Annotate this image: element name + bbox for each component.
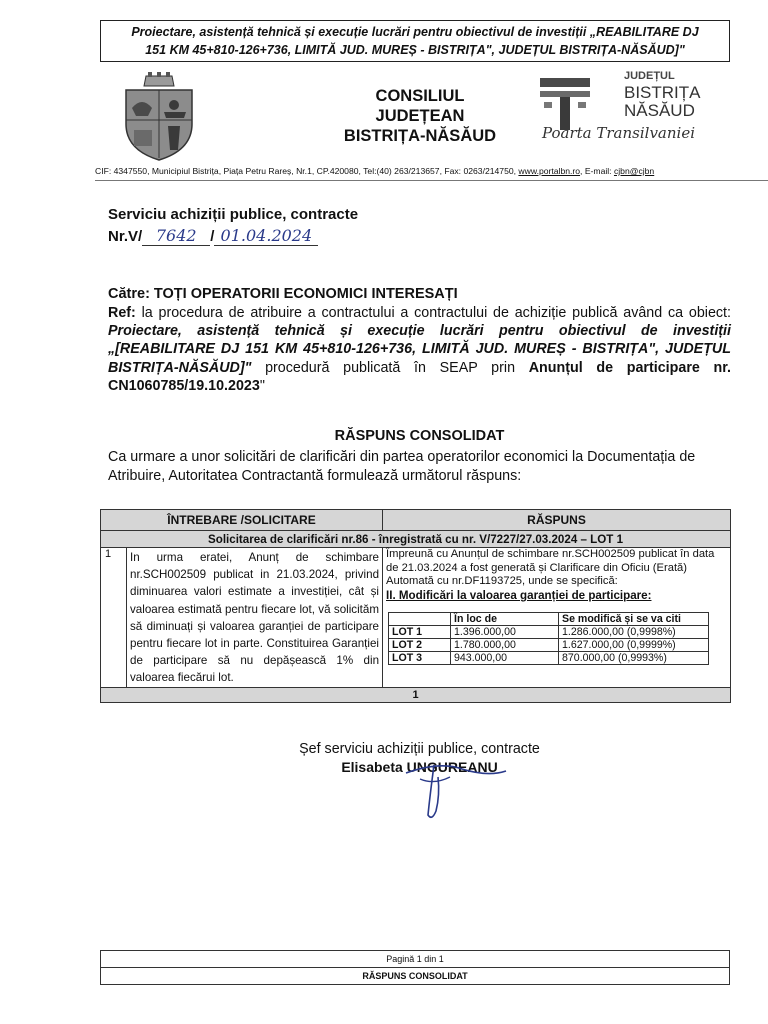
request-label: Solicitarea de clarificări nr.86 - înregistrată cu nr. V/7227/27.03.2024 – LOT 1 bbox=[101, 531, 731, 548]
table-footer-number: 1 bbox=[101, 687, 731, 702]
addressee: Către: TOȚI OPERATORII ECONOMICI INTERESAȚI bbox=[108, 286, 458, 302]
header-divider bbox=[95, 180, 768, 181]
lot-row bbox=[389, 652, 709, 665]
procurement-object: Proiectare, asistență tehnică și execuție lucrări pentru obiectivul de investiții „[REABILITARE DJ 151 KM 45+810-126+736, LIMITĂ JUD. MUREȘ - BISTRIȚA", JUDEȚUL BISTRIȚA-NĂSĂUD]" bbox=[108, 323, 731, 376]
table-header-row bbox=[101, 510, 731, 531]
logo-small-label: JUDEȚUL bbox=[624, 70, 675, 82]
logo-county-line2: NĂSĂUD bbox=[624, 101, 695, 120]
reference-paragraph: Ref: la procedura de atribuire a contractului a contractului de achiziție publică având ca obiect: Proiectare, asistență tehnică și execuție lucrări pentru obiectivul de investiții „[REABILITARE DJ 151 KM 45+810-126+736, LIMITĂ JUD. MUREȘ - BISTRIȚA", JUDEȚUL BISTRIȚA-NĂSĂUD]" procedură publicată în SEAP prin Anunțul de participare nr. CN1060785/19.10.2023" bbox=[108, 305, 731, 394]
email-link[interactable]: cjbn@cjbn bbox=[613, 166, 655, 176]
logo-county-line1: BISTRIȚA bbox=[624, 83, 701, 102]
answer-text: Împreună cu Anunțul de schimbare nr.SCH002509 publicat în data de 21.03.2024 a fost generată și Clarificare din Oficiu (Erată) Automată cu nr.DF1193725, unde se specifică: bbox=[386, 548, 715, 588]
website-link[interactable]: www.portalbn.ro bbox=[518, 166, 581, 176]
lot-old-value: 943.000,00 bbox=[451, 652, 559, 665]
answer-column-header: RĂSPUNS bbox=[383, 510, 731, 531]
participation-notice: Anunțul de participare nr. CN1060785/19.10.2023 bbox=[108, 359, 731, 394]
answer-heading: II. Modificări la valoarea garanției de participare: bbox=[386, 588, 652, 602]
lot-new-value: 1.286.000,00 (0,9998%) bbox=[559, 626, 709, 639]
signatory-name: Elisabeta UNGUREANU bbox=[341, 759, 498, 775]
county-logo bbox=[540, 70, 740, 160]
county-crest-icon bbox=[120, 72, 198, 162]
intro-paragraph: Ca urmare a unor solicitări de clarificări din partea operatorilor economici la Documentația de Atribuire, Autoritatea Contractantă formulează următorul răspuns: bbox=[108, 449, 696, 484]
table-row bbox=[101, 548, 731, 688]
page-footer bbox=[100, 950, 730, 985]
gate-logo-icon bbox=[540, 78, 590, 130]
answer-cell bbox=[383, 548, 731, 688]
clarification-table bbox=[100, 509, 731, 703]
lot-new-value: 1.627.000,00 (0,9999%) bbox=[559, 639, 709, 652]
logo-tagline: Poarta Transilvaniei bbox=[542, 124, 695, 142]
lot-new-value: 870.000,00 (0,9993%) bbox=[559, 652, 709, 665]
registration-number: Nr.V/ 7642 / 01.04.2024 bbox=[108, 226, 318, 246]
lot-label: LOT 3 bbox=[389, 652, 451, 665]
project-title-box bbox=[100, 20, 730, 62]
page-indicator: Pagină 1 din 1 bbox=[101, 951, 730, 968]
lot-label: LOT 2 bbox=[389, 639, 451, 652]
handwritten-signature bbox=[400, 755, 510, 825]
guarantee-table bbox=[388, 612, 709, 665]
contact-line: CIF: 4347550, Municipiul Bistrița, Piața Petru Rareș, Nr.1, CP.420080, Tel:(40) 263/213657, Fax: 0263/214750, www.portalbn.ro, E-mail: cjbn@cjbn bbox=[95, 166, 655, 176]
registration-date: 01.04.2024 bbox=[214, 226, 318, 246]
old-value-header: În loc de bbox=[451, 613, 559, 626]
lot-row bbox=[389, 639, 709, 652]
lot-old-value: 1.396.000,00 bbox=[451, 626, 559, 639]
request-row bbox=[101, 531, 731, 548]
question-column-header: ÎNTREBARE /SOLICITARE bbox=[101, 510, 383, 531]
footer-doc-title: RĂSPUNS CONSOLIDAT bbox=[101, 968, 730, 985]
new-value-header: Se modifică și se va citi bbox=[559, 613, 709, 626]
lot-row bbox=[389, 626, 709, 639]
lot-label: LOT 1 bbox=[389, 626, 451, 639]
table-footer-row bbox=[101, 687, 731, 702]
council-name: CONSILIUL JUDEȚEAN BISTRIȚA-NĂSĂUD bbox=[343, 87, 497, 145]
service-name: Serviciu achiziții publice, contracte bbox=[108, 206, 359, 223]
row-number: 1 bbox=[101, 548, 127, 688]
signatory-role: Șef serviciu achiziții publice, contracte bbox=[299, 741, 540, 757]
lot-old-value: 1.780.000,00 bbox=[451, 639, 559, 652]
project-title-line2: 151 KM 45+810-126+736, LIMITĂ JUD. MUREȘ - BISTRIȚA", JUDEȚUL BISTRIȚA-NĂSĂUD]" bbox=[145, 43, 685, 57]
project-title-line1: Proiectare, asistență tehnică și execuție lucrări pentru obiectivul de investiții „REABILITARE DJ bbox=[131, 25, 699, 39]
guarantee-header-row bbox=[389, 613, 709, 626]
registration-number-value: 7642 bbox=[142, 226, 210, 246]
response-title: RĂSPUNS CONSOLIDAT bbox=[334, 428, 505, 444]
question-text: In urma eratei, Anunț de schimbare nr.SCH002509 publicat in 21.03.2024, privind diminuarea valori estimate a investiției, cât și valoarea estimată pentru fiecare lot, vă solicităm să diminuați și valoarea garanției de participare pentru fiecare lot in parte. Constituirea Garanției de participare să nu depășească 1% din valoarea fiecărui lot. bbox=[127, 548, 383, 688]
